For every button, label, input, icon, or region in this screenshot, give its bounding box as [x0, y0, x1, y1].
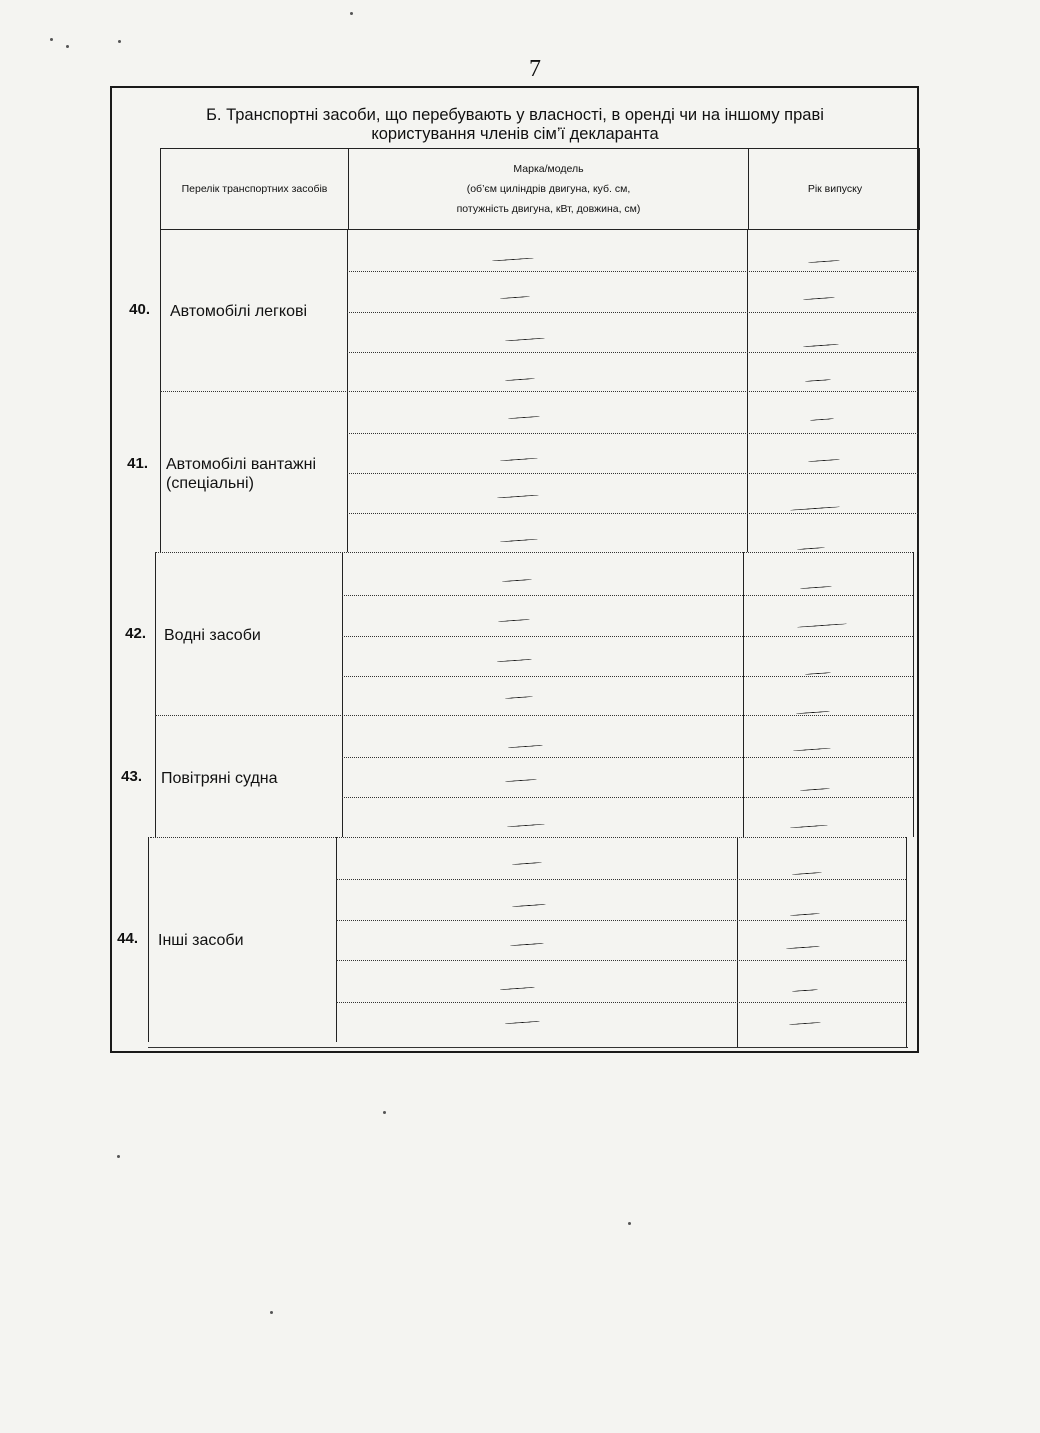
- row-label: Повітряні судна: [161, 770, 278, 787]
- row-separator: [336, 1002, 906, 1003]
- row-separator: [347, 312, 918, 313]
- row-label: Інші засоби: [158, 932, 244, 949]
- header-brand: [349, 149, 749, 229]
- table-bottom: [148, 1047, 908, 1048]
- table-border-right: [918, 230, 919, 552]
- row-separator: [336, 960, 906, 961]
- header-brand-title: Марка/модель: [513, 163, 584, 175]
- declaration-section-frame: [110, 86, 919, 1053]
- table-divider-1: [336, 837, 337, 1042]
- row-number: 43.: [121, 768, 142, 785]
- row-separator: [342, 636, 913, 637]
- row-separator: [342, 676, 913, 677]
- header-brand-detail-1: (об’єм циліндрів двигуна, куб. см,: [466, 183, 631, 195]
- table-divider-2: [737, 837, 738, 1047]
- row-separator: [347, 433, 918, 434]
- row-label: Автомобілі вантажні (спеціальні): [166, 456, 317, 492]
- row-label: Автомобілі легкові: [170, 303, 308, 320]
- row-separator: [342, 757, 913, 758]
- scan-speck: [628, 1222, 631, 1225]
- group-separator: [155, 715, 913, 716]
- table-border-right: [913, 552, 914, 837]
- section-title: Б. Транспортні засоби, що перебувають у власності, в оренді чи на іншому праві користування членів сім’ї декларанта: [206, 106, 824, 143]
- row-separator: [336, 879, 906, 880]
- scan-speck: [270, 1311, 273, 1314]
- row-separator: [342, 797, 913, 798]
- row-number: 40.: [129, 301, 150, 318]
- scan-speck: [118, 40, 121, 43]
- table-border-right: [906, 837, 907, 1047]
- row-separator: [347, 271, 918, 272]
- group-separator: [160, 391, 918, 392]
- page-number: 7: [529, 56, 541, 82]
- row-separator: [347, 513, 918, 514]
- scan-speck: [350, 12, 353, 15]
- table-header: [160, 148, 920, 230]
- row-separator: [347, 352, 918, 353]
- scan-speck: [66, 45, 69, 48]
- group-separator: [150, 837, 906, 838]
- group-separator: [155, 552, 913, 553]
- row-label: Водні засоби: [164, 627, 261, 644]
- row-separator: [342, 595, 913, 596]
- row-separator: [336, 920, 906, 921]
- row-number: 42.: [125, 625, 146, 642]
- header-brand-detail-2: потужність двигуна, кВт, довжина, см): [456, 203, 641, 215]
- header-list: Перелік транспортних засобів: [161, 149, 349, 229]
- scan-speck: [50, 38, 53, 41]
- header-year: Рік випуску: [807, 183, 863, 195]
- table-border-left: [148, 837, 149, 1042]
- table-border-left: [155, 552, 156, 837]
- row-number: 41.: [127, 455, 148, 472]
- scan-speck: [117, 1155, 120, 1158]
- scan-speck: [383, 1111, 386, 1114]
- row-separator: [347, 473, 918, 474]
- row-number: 44.: [117, 930, 138, 947]
